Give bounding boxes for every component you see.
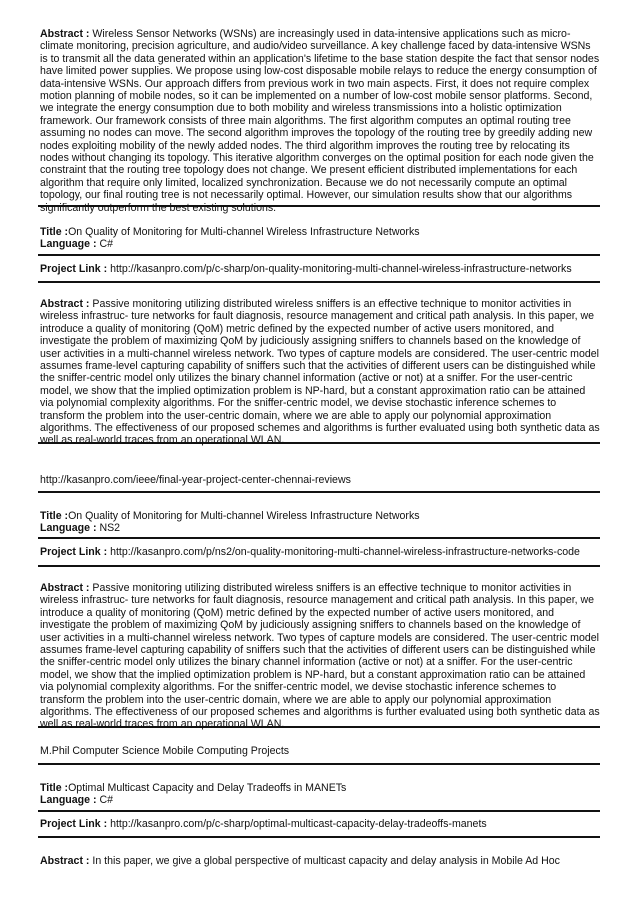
language-text: C# [99,794,114,807]
project-link-label: Project Link : [40,263,108,275]
divider [38,763,600,765]
language-text: NS2 [99,522,121,535]
divider [38,726,600,728]
reviews-link[interactable]: http://kasanpro.com/ieee/final-year-project-center-chennai-reviews [40,474,351,486]
abstract-paragraph [40,582,600,731]
category-heading: M.Phil Computer Science Mobile Computing Projects [40,745,290,757]
project-link-row [40,818,600,830]
abstract-text: Passive monitoring utilizing distributed wireless sniffers is an effective technique to monitor activities in wireless infrastruc- ture networks for fault diagnosis, resource management and critical path analysis. In this paper, we introduce a quality of monitoring (QoM) metric defined by the expected number of active users monitored, and investigate the problem of maximizing QoM by judiciously assigning sniffers to channels based on the knowledge of user activities in a multi-channel wireless network. Two types of capture models are considered. The user-centric model assumes frame-level capturing capability of sniffers such that the activities of different users can be distinguished while the sniffer-centric model only utilizes the binary channel information (active or not) at a sniffer. For the user-centric model, we show that the implied optimization problem is NP-hard, but a constant approximation ratio can be attained via polynomial complexity algorithms. For the sniffer-centric model, we devise stochastic inference schemes to transform the problem into the user-centric domain, where we are able to apply our polynomial approximation algorithms. The effectiveness of our proposed schemes and algorithms is further evaluated using both synthetic data as well as real-world traces from an operational WLAN. [40,582,600,731]
divider [38,491,600,493]
divider [38,810,600,812]
project-title-block [40,782,600,807]
language-label: Language : [40,794,97,807]
language-label: Language : [40,238,97,251]
abstract-paragraph [40,298,600,447]
language-text: C# [99,238,114,251]
project-link-label: Project Link : [40,546,108,558]
title-text: Optimal Multicast Capacity and Delay Tradeoffs in MANETs [68,782,347,794]
abstract-text: In this paper, we give a global perspective of multicast capacity and delay analysis in Mobile Ad Hoc [92,855,560,867]
language-label: Language : [40,522,97,535]
project-link[interactable]: http://kasanpro.com/p/c-sharp/on-quality-monitoring-multi-channel-wireless-infrastructure-networks [110,263,572,275]
abstract-label: Abstract : [40,855,90,867]
title-label: Title : [40,782,69,794]
title-text: On Quality of Monitoring for Multi-channel Wireless Infrastructure Networks [68,510,420,522]
project-title-block [40,510,600,535]
abstract-label: Abstract : [40,582,90,594]
project-link-row [40,263,600,275]
abstract-paragraph [40,855,600,867]
project-link-row [40,546,600,558]
divider [38,537,600,539]
divider [38,281,600,283]
project-title-block [40,226,600,251]
abstract-text: Passive monitoring utilizing distributed wireless sniffers is an effective technique to monitor activities in wireless infrastruc- ture networks for fault diagnosis, resource management and critical path analysis. In this paper, we introduce a quality of monitoring (QoM) metric defined by the expected number of active users monitored, and investigate the problem of maximizing QoM by judiciously assigning sniffers to channels based on the knowledge of user activities in a multi-channel wireless network. Two types of capture models are considered. The user-centric model assumes frame-level capturing capability of sniffers such that the activities of different users can be distinguished while the sniffer-centric model only utilizes the binary channel information (active or not) at a sniffer. For the user-centric model, we show that the implied optimization problem is NP-hard, but a constant approximation ratio can be attained via polynomial complexity algorithms. For the sniffer-centric model, we devise stochastic inference schemes to transform the problem into the user-centric domain, where we are able to apply our polynomial approximation algorithms. The effectiveness of our proposed schemes and algorithms is further evaluated using both synthetic data as well as real-world traces from an operational WLAN. [40,298,600,447]
abstract-label: Abstract : [40,298,90,310]
divider [38,205,600,207]
abstract-paragraph [40,28,600,214]
divider [38,254,600,256]
divider [38,565,600,567]
project-link[interactable]: http://kasanpro.com/p/ns2/on-quality-monitoring-multi-channel-wireless-infrastructure-networks-code [110,546,580,558]
divider [38,442,600,444]
title-text: On Quality of Monitoring for Multi-channel Wireless Infrastructure Networks [68,226,420,238]
divider [38,836,600,838]
title-label: Title : [40,226,69,238]
project-link[interactable]: http://kasanpro.com/p/c-sharp/optimal-multicast-capacity-delay-tradeoffs-manets [110,818,487,830]
title-label: Title : [40,510,69,522]
project-link-label: Project Link : [40,818,108,830]
abstract-label: Abstract : [40,28,90,40]
abstract-text: Wireless Sensor Networks (WSNs) are increasingly used in data-intensive applications such as micro-climate monitoring, precision agriculture, and audio/video surveillance. A key challenge faced by data-intensive WSNs is to transmit all the data generated within an application's lifetime to the base station despite the fact that sensor nodes have limited power supplies. We propose using low-cost disposable mobile relays to reduce the energy consumption of data-intensive WSNs. Our approach differs from previous work in two main aspects. First, it does not require complex motion planning of mobile nodes, so it can be implemented on a number of low-cost mobile sensor platforms. Second, we integrate the energy consumption due to both mobility and wireless transmissions into a holistic optimization framework. Our framework consists of three main algorithms. The first algorithm computes an optimal routing tree assuming no nodes can move. The second algorithm improves the topology of the routing tree by greedily adding new nodes exploiting mobility of the newly added nodes. The third algorithm improves the routing tree by relocating its nodes without changing its topology. This iterative algorithm converges on the optimal position for each node given the constraint that the routing tree topology does not change. We present efficient distributed implementations for each algorithm that require only limited, localized synchronization. Because we do not necessarily compute an optimal topology, our final routing tree is not necessarily optimal. However, our simulation results show that our algorithms significantly outperform the best existing solutions. [40,28,600,214]
